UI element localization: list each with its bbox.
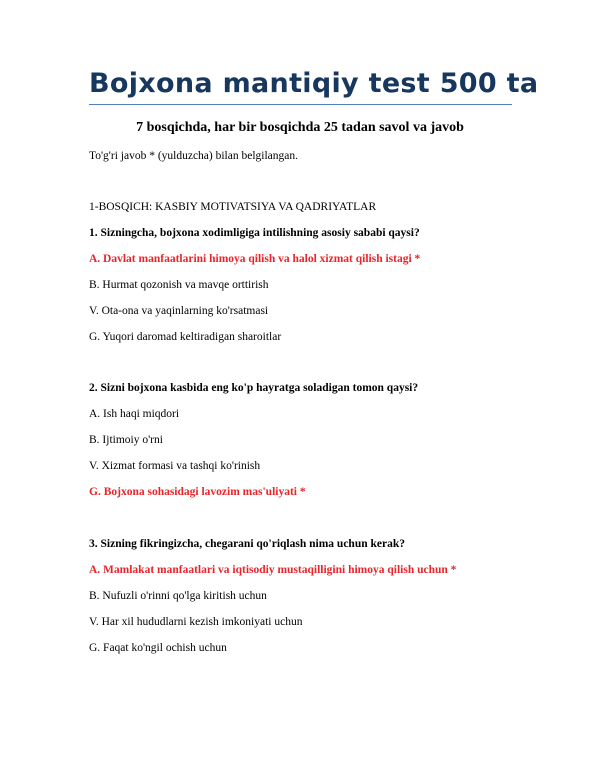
question-2-option-g: G. Bojxona sohasidagi lavozim mas'uliyati *: [89, 486, 306, 498]
section-heading: 1-BOSQICH: KASBIY MOTIVATSIYA VA QADRIYATLAR: [89, 201, 377, 213]
question-1-option-b: B. Hurmat qozonish va mavqe orttirish: [89, 279, 269, 291]
question-1-option-a: A. Davlat manfaatlarini himoya qilish va halol xizmat qilish istagi *: [89, 253, 421, 265]
document-title: Bojxona mantiqiy test 500 ta: [89, 68, 539, 99]
question-2-option-a: A. Ish haqi miqdori: [89, 408, 180, 420]
answer-key-note: To'g'ri javob * (yulduzcha) bilan belgilangan.: [89, 150, 298, 162]
question-1: 1. Sizningcha, bojxona xodimligiga intilishning asosiy sababi qaysi?: [89, 227, 420, 239]
question-2-option-b: B. Ijtimoiy o'rni: [89, 434, 163, 446]
question-3-option-v: V. Har xil hududlarni kezish imkoniyati uchun: [89, 616, 303, 628]
title-underline: [89, 104, 512, 105]
question-1-option-v: V. Ota-ona va yaqinlarning ko'rsatmasi: [89, 305, 269, 317]
question-2: 2. Sizni bojxona kasbida eng ko'p hayratga soladigan tomon qaysi?: [89, 382, 419, 394]
question-1-option-g: G. Yuqori daromad keltiradigan sharoitlar: [89, 331, 282, 343]
question-3-option-a: A. Mamlakat manfaatlari va iqtisodiy mustaqilligini himoya qilish uchun *: [89, 564, 457, 576]
question-2-option-v: V. Xizmat formasi va tashqi ko'rinish: [89, 460, 261, 472]
document-subtitle: 7 bosqichda, har bir bosqichda 25 tadan savol va javob: [136, 120, 464, 135]
question-3-option-b: B. Nufuzli o'rinni qo'lga kiritish uchun: [89, 590, 267, 602]
question-3-option-g: G. Faqat ko'ngil ochish uchun: [89, 642, 227, 654]
question-3: 3. Sizning fikringizcha, chegarani qo'riqlash nima uchun kerak?: [89, 538, 405, 550]
